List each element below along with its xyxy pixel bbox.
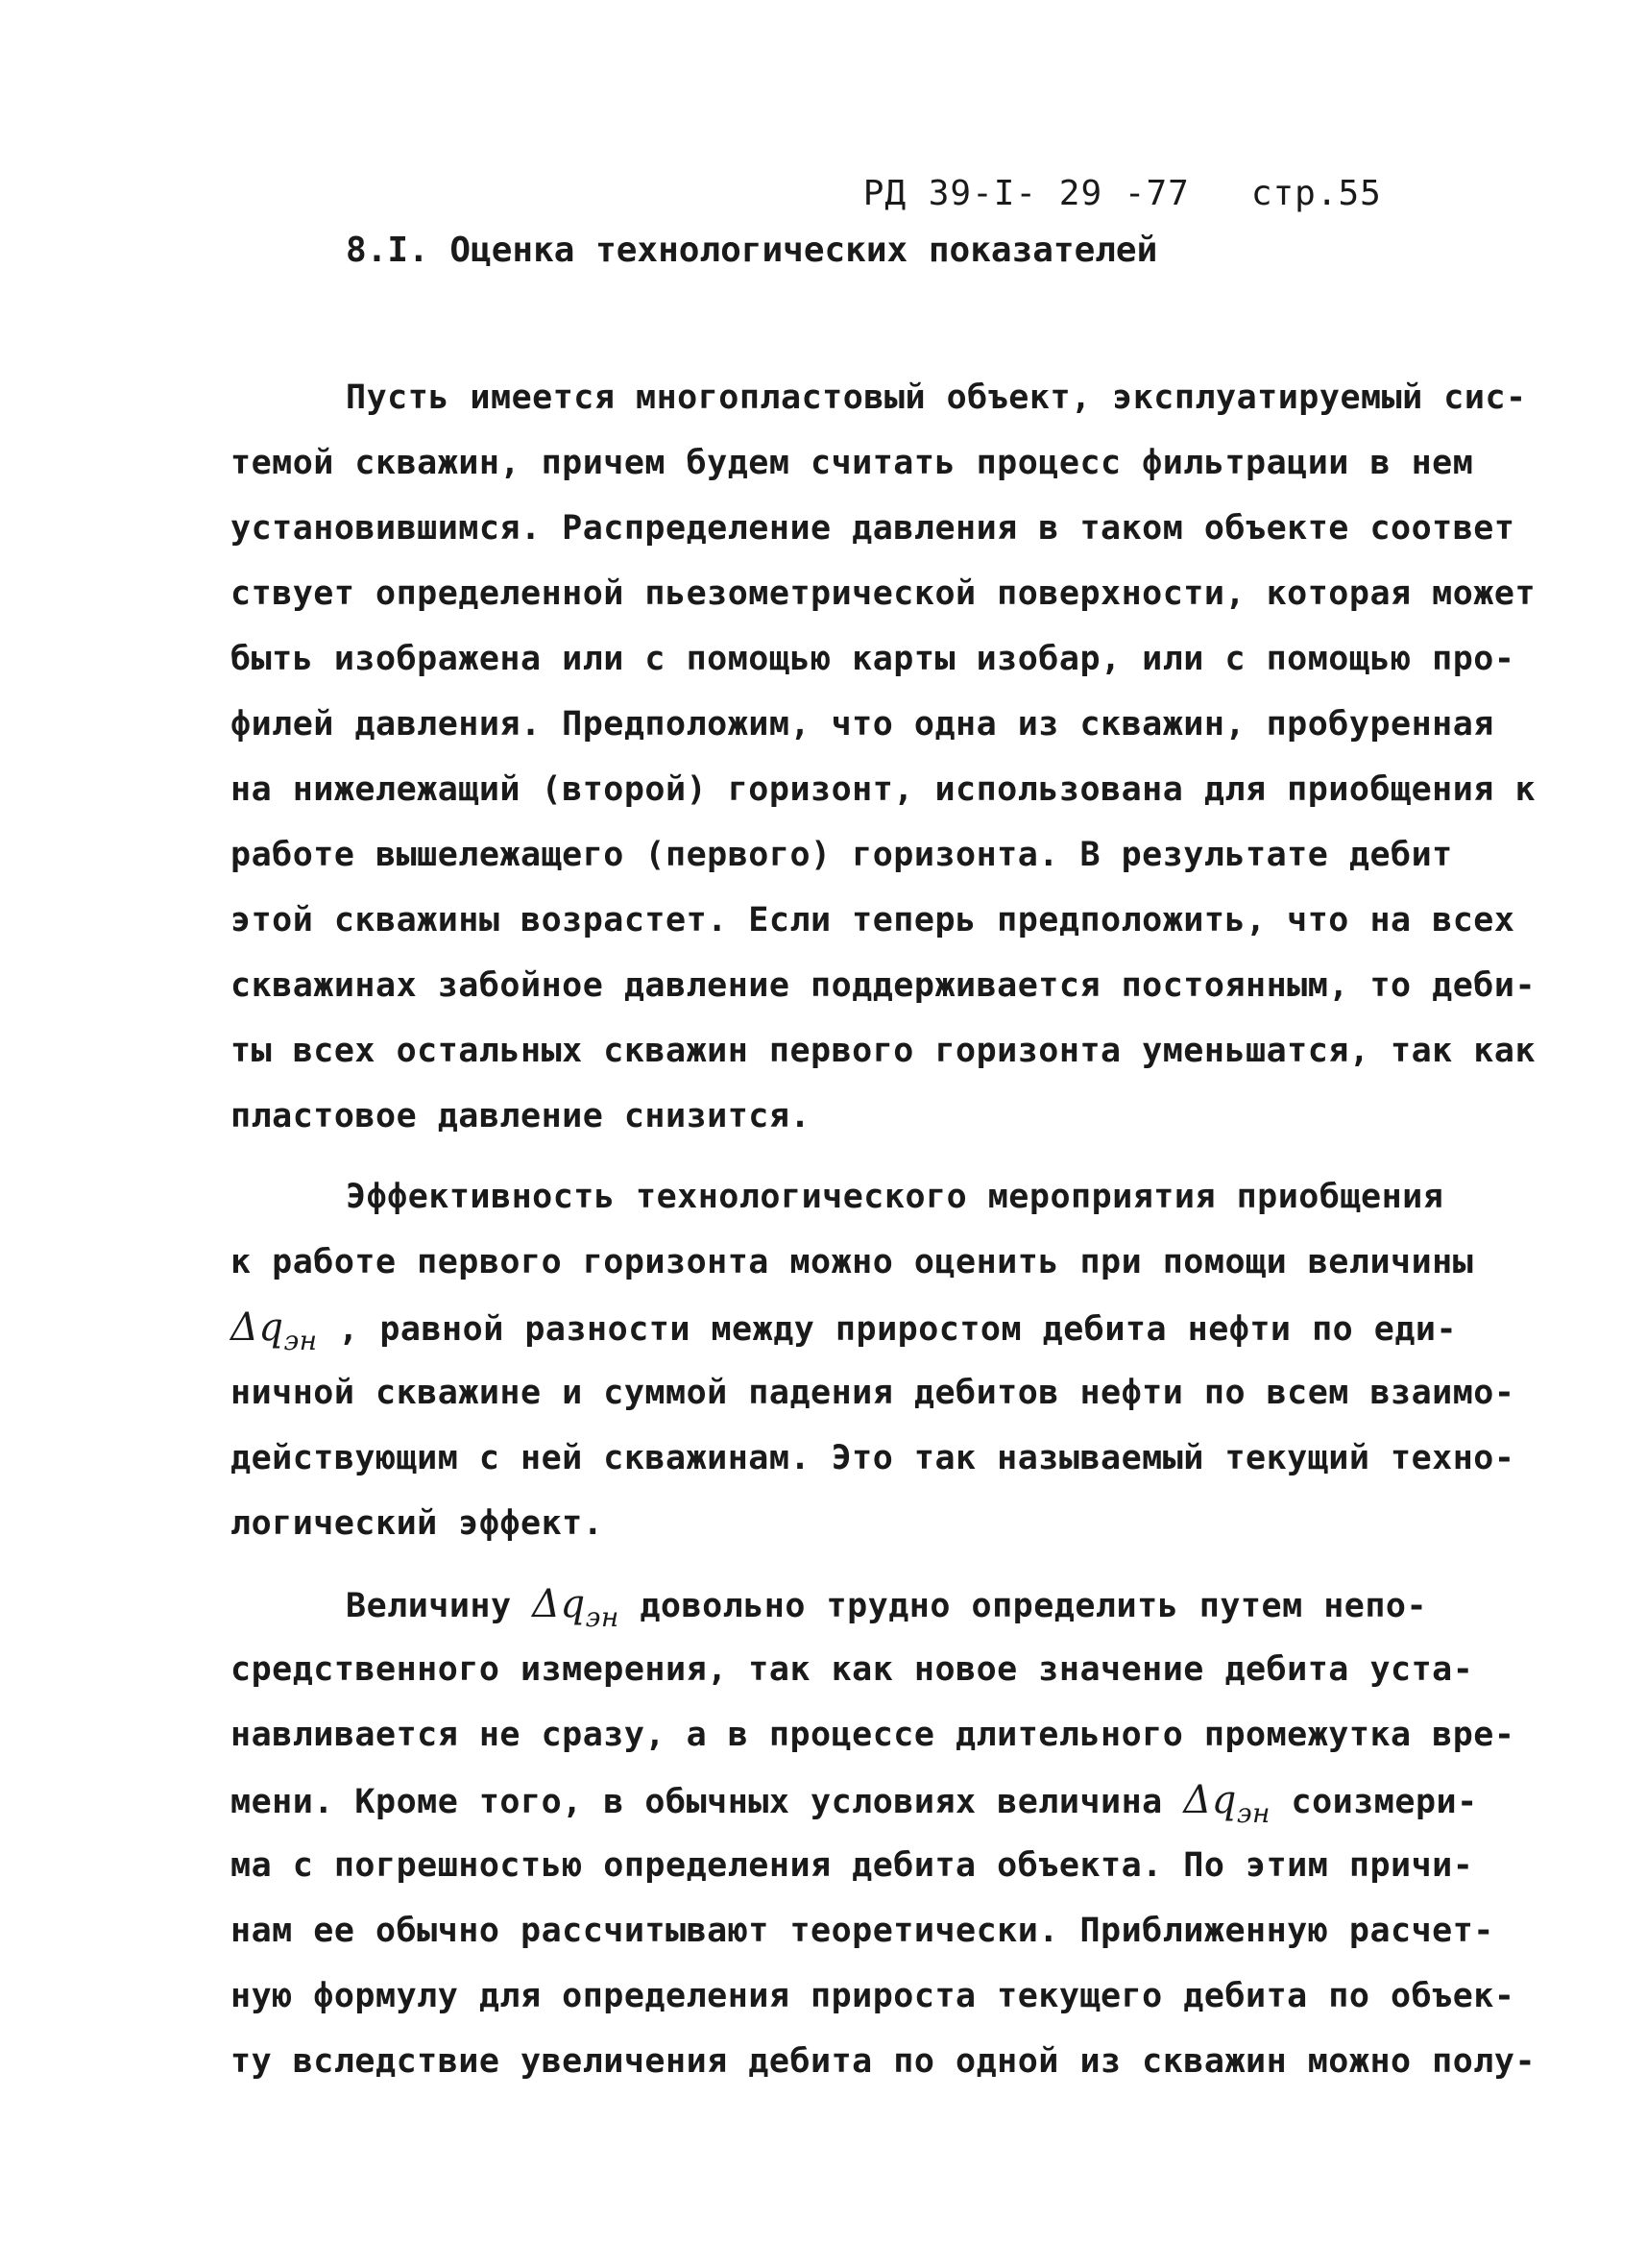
text-line: Эффективность технологического мероприятия приобщения [346,1178,1444,1216]
text-line: Пусть имеется многопластовый объект, эксплуатируемый сис- [346,378,1527,417]
body-text [230,365,1537,2094]
text-line: мени. Кроме того, в обычных условиях величина $\Delta q_{эн}$ соизмери- [230,1778,1478,1829]
text-line: пластовое давление снизится. [230,1097,811,1135]
text-line: работе вышележащего (первого) горизонта. В результате дебит [230,836,1453,874]
text-line: темой скважин, причем будем считать процесс фильтрации в нем [230,444,1474,482]
text-line: ничной скважине и суммой падения дебитов нефти по всем взаимо- [230,1374,1515,1412]
document-code: РД 39-I- 29 -77 [862,174,1190,213]
text-line: скважинах забойное давление поддерживается постоянным, то деби- [230,966,1537,1005]
section-title: 8.I. Оценка технологических показателей [346,231,1158,270]
text-line: ную формулу для определения прироста текущего дебита по объек- [230,1977,1515,2015]
text-line: средственного измерения, так как новое значение дебита уста- [230,1650,1474,1689]
text-line: к работе первого горизонта можно оценить при помощи величины [230,1243,1474,1281]
delta-q-formula: $\Delta q_{эн}$ [230,1305,318,1356]
text-line: ствует определенной пьезометрической поверхности, которая может [230,574,1537,613]
text-line: навливается не сразу, а в процессе длительного промежутка вре- [230,1716,1515,1754]
text-line: ма с погрешностью определения дебита объекта. По этим причи- [230,1846,1474,1885]
text-line: логический эффект. [230,1504,604,1543]
text-line: ты всех остальных скважин первого горизонта уменьшатся, так как [230,1032,1537,1070]
text-line: Величину $\Delta q_{эн}$ довольно трудно определить путем непо- [346,1582,1428,1633]
text-line: этой скважины возрастет. Если теперь предположить, что на всех [230,901,1515,939]
text-line: нам ее обычно рассчитывают теоретически. Приближенную расчет- [230,1912,1494,1950]
text-line: на нижележащий (второй) горизонт, использована для приобщения к [230,770,1537,809]
delta-q-formula: $\Delta q_{эн}$ [1183,1778,1271,1829]
page-number: стр.55 [1250,174,1382,213]
text-line: $\Delta q_{эн}$ , равной разности между приростом дебита нефти по еди- [230,1305,1458,1356]
delta-q-formula: $\Delta q_{эн}$ [532,1582,619,1633]
text-line: действующим с ней скважинам. Это так называемый текущий техно- [230,1439,1515,1477]
text-line: установившимся. Распределение давления в таком объекте соответ [230,509,1515,548]
text-line: филей давления. Предположим, что одна из скважин, пробуренная [230,705,1494,744]
text-line: ту вследствие увеличения дебита по одной из скважин можно полу- [230,2042,1537,2081]
text-line: быть изображена или с помощью карты изобар, или с помощью про- [230,640,1515,678]
